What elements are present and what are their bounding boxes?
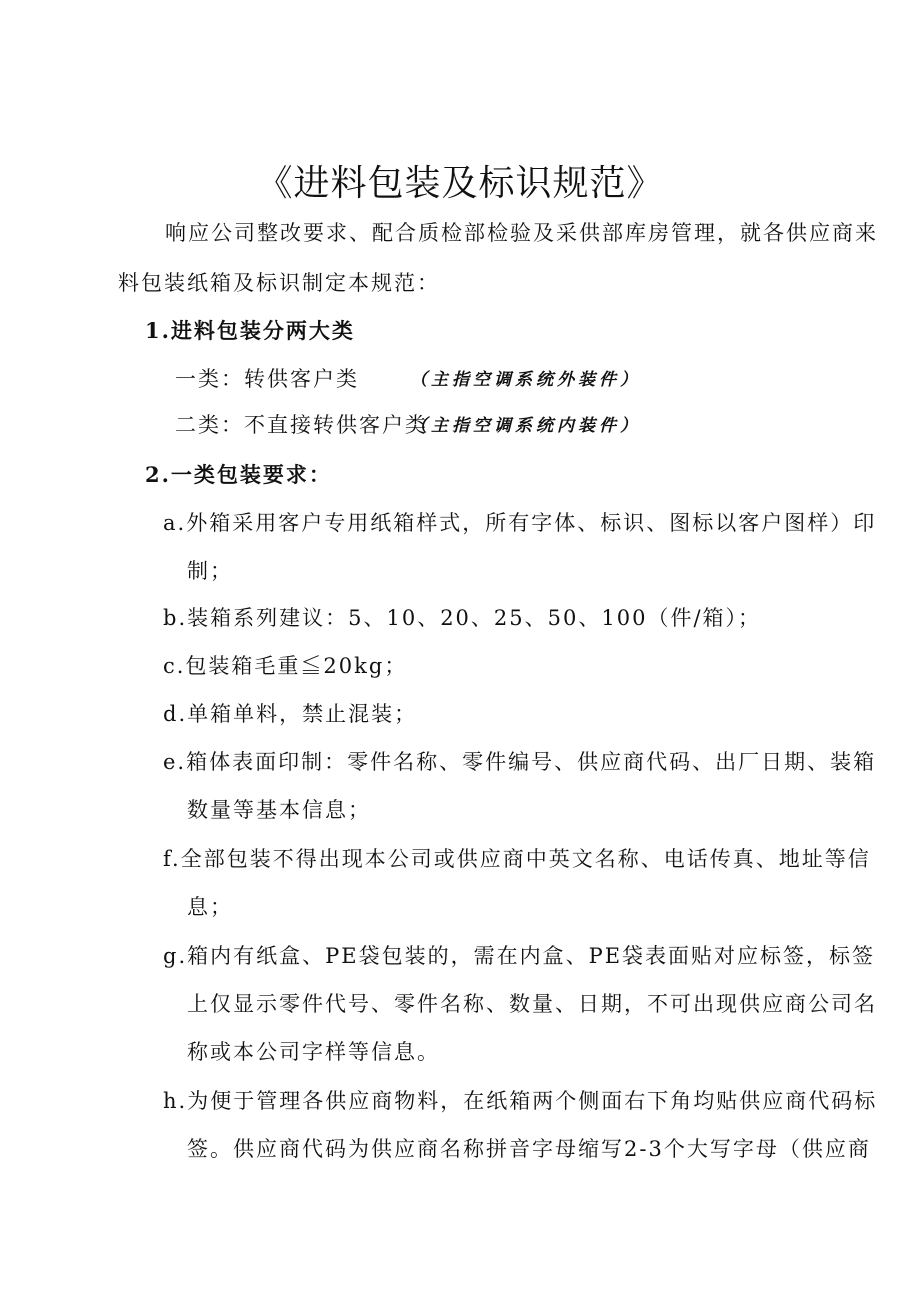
item-g-line-2: 上仅显示零件代号、零件名称、数量、日期，不可出现供应商公司名 [187, 992, 877, 1016]
item-c-line-1: c.包装箱毛重≦20kg； [163, 654, 408, 678]
item-g-line-1: g.箱内有纸盒、PE袋包装的，需在内盒、PE袋表面贴对应标签，标签 [163, 944, 876, 968]
section-1-heading: 1.进料包装分两大类 [145, 318, 355, 343]
item-e-line-1: e.箱体表面印制：零件名称、零件编号、供应商代码、出厂日期、装箱 [163, 750, 877, 774]
item-g-line-3: 称或本公司字样等信息。 [187, 1040, 440, 1064]
item-f-line-2: 息； [187, 895, 233, 919]
item-h-line-1: h.为便于管理各供应商物料，在纸箱两个侧面右下角均贴供应商代码标 [163, 1089, 878, 1113]
item-a-line-2: 制； [187, 559, 233, 583]
document-title: 《进料包装及标识规范》 [256, 163, 664, 204]
item-e-line-2: 数量等基本信息； [187, 798, 371, 822]
intro-line-2: 料包装纸箱及标识制定本规范： [118, 271, 440, 295]
category-2-label: 二类：不直接转供客户类 [175, 413, 428, 437]
section-2-heading: 2.一类包装要求： [145, 462, 332, 487]
item-a-line-1: a.外箱采用客户专用纸箱样式，所有字体、标识、图标以客户图样）印 [163, 511, 877, 535]
item-h-line-2: 签。供应商代码为供应商名称拼音字母缩写2-3个大写字母（供应商 [187, 1137, 871, 1161]
intro-line-1: 响应公司整改要求、配合质检部检验及采供部库房管理，就各供应商来 [165, 221, 878, 245]
category-1-label: 一类：转供客户类 [175, 367, 359, 391]
item-f-line-1: f.全部包装不得出现本公司或供应商中英文名称、电话传真、地址等信 [163, 847, 871, 871]
category-1-note: （主指空调系统外装件） [410, 370, 641, 390]
item-b-line-1: b.装箱系列建议：5、10、20、25、50、100（件/箱）； [163, 606, 762, 630]
item-d-line-1: d.单箱单料，禁止混装； [163, 702, 418, 726]
category-2-note: （主指空调系统内装件） [410, 416, 641, 436]
